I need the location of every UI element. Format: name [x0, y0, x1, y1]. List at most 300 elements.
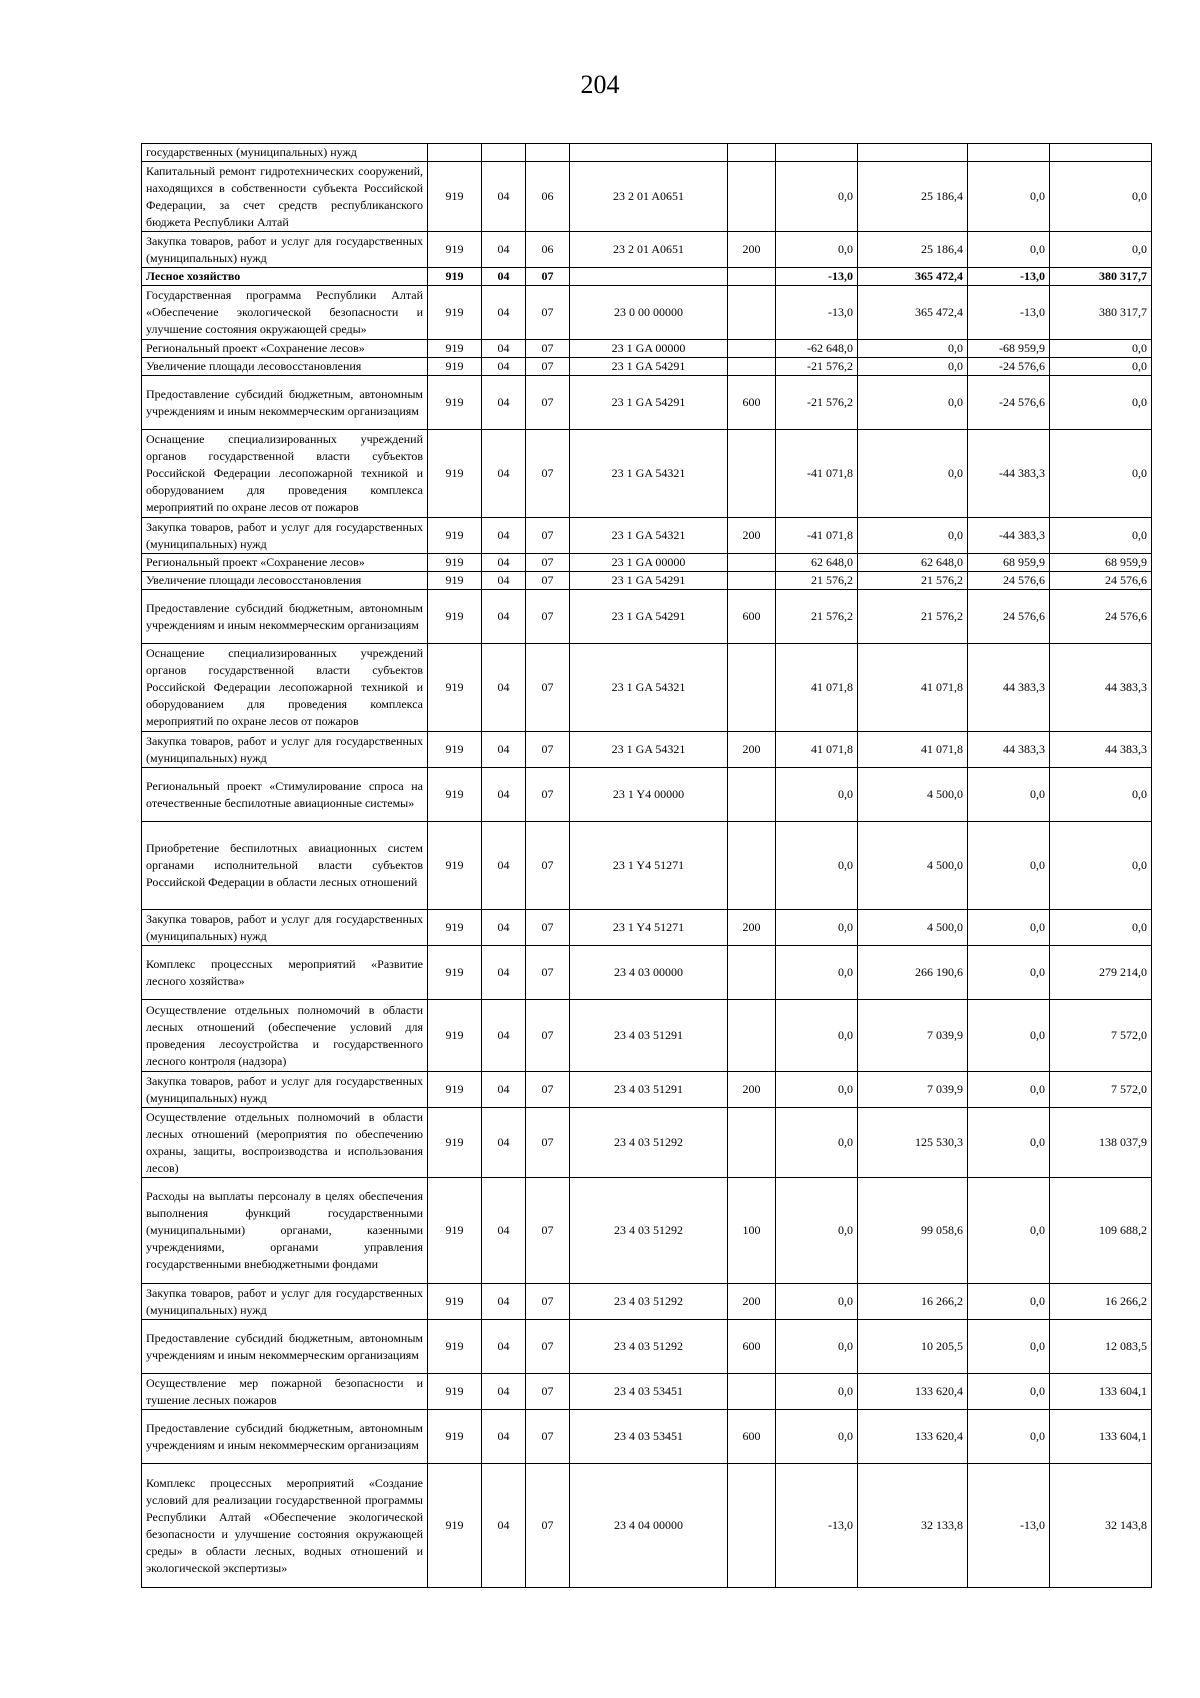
table-row: [142, 144, 1152, 162]
vr-code: [728, 946, 776, 1000]
value-1: -41 071,8: [776, 430, 858, 518]
rz-code: 04: [482, 1000, 526, 1072]
gr-code: 919: [428, 1320, 482, 1374]
csr-code: 23 4 03 53451: [570, 1374, 728, 1410]
row-name: Региональный проект «Стимулирование спроса на отечественные беспилотные авиационные системы»: [142, 768, 428, 822]
csr-code: 23 1 GA 54291: [570, 572, 728, 590]
value-3: -13,0: [968, 286, 1050, 340]
rz-code: 04: [482, 1464, 526, 1588]
value-3: 0,0: [968, 1000, 1050, 1072]
value-3: 0,0: [968, 1284, 1050, 1320]
value-2: 16 266,2: [858, 1284, 968, 1320]
gr-code: 919: [428, 946, 482, 1000]
value-1: 0,0: [776, 910, 858, 946]
gr-code: 919: [428, 268, 482, 286]
value-4: 12 083,5: [1050, 1320, 1152, 1374]
gr-code: 919: [428, 162, 482, 232]
rz-code: 04: [482, 340, 526, 358]
value-3: -68 959,9: [968, 340, 1050, 358]
value-3: 0,0: [968, 162, 1050, 232]
value-3: 0,0: [968, 910, 1050, 946]
table-row: [142, 732, 1152, 768]
value-3: 44 383,3: [968, 732, 1050, 768]
table-row: [142, 1284, 1152, 1320]
csr-code: 23 1 GA 00000: [570, 554, 728, 572]
gr-code: 919: [428, 518, 482, 554]
pr-code: 07: [526, 1374, 570, 1410]
gr-code: 919: [428, 644, 482, 732]
value-1: 0,0: [776, 1410, 858, 1464]
vr-code: 200: [728, 910, 776, 946]
value-2: 41 071,8: [858, 644, 968, 732]
gr-code: 919: [428, 590, 482, 644]
value-2: 4 500,0: [858, 822, 968, 910]
csr-code: 23 1 Y4 00000: [570, 768, 728, 822]
value-1: 0,0: [776, 162, 858, 232]
value-3: -24 576,6: [968, 376, 1050, 430]
row-name: Закупка товаров, работ и услуг для государственных (муниципальных) нужд: [142, 232, 428, 268]
vr-code: [728, 286, 776, 340]
pr-code: 07: [526, 518, 570, 554]
row-name: государственных (муниципальных) нужд: [142, 144, 428, 162]
value-2: 0,0: [858, 340, 968, 358]
value-4: 32 143,8: [1050, 1464, 1152, 1588]
table-row: [142, 554, 1152, 572]
csr-code: 23 1 Y4 51271: [570, 910, 728, 946]
csr-code: 23 1 GA 54291: [570, 358, 728, 376]
value-1: -13,0: [776, 286, 858, 340]
table-row: [142, 946, 1152, 1000]
value-2: 0,0: [858, 358, 968, 376]
row-name: Осуществление отдельных полномочий в области лесных отношений (мероприятия по обеспечению охраны, защиты, воспроизводства и использования лесов): [142, 1108, 428, 1178]
rz-code: 04: [482, 1410, 526, 1464]
table-row: [142, 768, 1152, 822]
gr-code: 919: [428, 376, 482, 430]
value-2: 21 576,2: [858, 572, 968, 590]
gr-code: 919: [428, 1464, 482, 1588]
value-4: 380 317,7: [1050, 268, 1152, 286]
value-3: 0,0: [968, 232, 1050, 268]
pr-code: 07: [526, 376, 570, 430]
vr-code: 600: [728, 1320, 776, 1374]
pr-code: 07: [526, 1320, 570, 1374]
pr-code: 07: [526, 768, 570, 822]
row-name: Государственная программа Республики Алтай «Обеспечение экологической безопасности и улучшение состояния окружающей среды»: [142, 286, 428, 340]
value-4: 0,0: [1050, 768, 1152, 822]
value-2: 133 620,4: [858, 1374, 968, 1410]
gr-code: 919: [428, 1108, 482, 1178]
value-3: 24 576,6: [968, 590, 1050, 644]
rz-code: 04: [482, 1108, 526, 1178]
csr-code: 23 4 03 51291: [570, 1000, 728, 1072]
value-2: 7 039,9: [858, 1072, 968, 1108]
pr-code: 07: [526, 946, 570, 1000]
value-1: -21 576,2: [776, 358, 858, 376]
csr-code: 23 4 03 51292: [570, 1178, 728, 1284]
table-row: [142, 1108, 1152, 1178]
gr-code: 919: [428, 286, 482, 340]
gr-code: 919: [428, 358, 482, 376]
value-1: 41 071,8: [776, 732, 858, 768]
table-row: [142, 340, 1152, 358]
value-2: 0,0: [858, 376, 968, 430]
vr-code: [728, 822, 776, 910]
pr-code: 07: [526, 1464, 570, 1588]
value-1: 62 648,0: [776, 554, 858, 572]
gr-code: 919: [428, 822, 482, 910]
value-4: 44 383,3: [1050, 644, 1152, 732]
csr-code: 23 4 03 00000: [570, 946, 728, 1000]
csr-code: 23 1 GA 54321: [570, 644, 728, 732]
value-1: 0,0: [776, 1320, 858, 1374]
value-1: 41 071,8: [776, 644, 858, 732]
row-name: Предоставление субсидий бюджетным, автономным учреждениям и иным некоммерческим организациям: [142, 1320, 428, 1374]
value-1: 21 576,2: [776, 590, 858, 644]
value-3: -13,0: [968, 1464, 1050, 1588]
table-row: [142, 358, 1152, 376]
table-row: [142, 286, 1152, 340]
csr-code: 23 1 GA 54291: [570, 590, 728, 644]
rz-code: 04: [482, 376, 526, 430]
value-2: 32 133,8: [858, 1464, 968, 1588]
value-1: -21 576,2: [776, 376, 858, 430]
row-name: Закупка товаров, работ и услуг для государственных (муниципальных) нужд: [142, 1284, 428, 1320]
rz-code: 04: [482, 590, 526, 644]
pr-code: 07: [526, 430, 570, 518]
gr-code: 919: [428, 1410, 482, 1464]
table-row: [142, 910, 1152, 946]
pr-code: 07: [526, 268, 570, 286]
row-name: Региональный проект «Сохранение лесов»: [142, 340, 428, 358]
gr-code: 919: [428, 768, 482, 822]
pr-code: 07: [526, 644, 570, 732]
value-1: -13,0: [776, 268, 858, 286]
table-row: [142, 376, 1152, 430]
table-row: [142, 590, 1152, 644]
table-row: [142, 1000, 1152, 1072]
gr-code: 919: [428, 340, 482, 358]
vr-code: [728, 1108, 776, 1178]
rz-code: 04: [482, 946, 526, 1000]
pr-code: 07: [526, 358, 570, 376]
row-name: Увеличение площади лесовосстановления: [142, 572, 428, 590]
pr-code: 06: [526, 162, 570, 232]
gr-code: [428, 144, 482, 162]
row-name: Комплекс процессных мероприятий «Развитие лесного хозяйства»: [142, 946, 428, 1000]
value-3: 0,0: [968, 1374, 1050, 1410]
row-name: Предоставление субсидий бюджетным, автономным учреждениям и иным некоммерческим организациям: [142, 376, 428, 430]
row-name: Региональный проект «Сохранение лесов»: [142, 554, 428, 572]
rz-code: 04: [482, 268, 526, 286]
value-1: 0,0: [776, 1284, 858, 1320]
vr-code: [728, 162, 776, 232]
csr-code: 23 4 03 51292: [570, 1284, 728, 1320]
pr-code: [526, 144, 570, 162]
row-name: Осуществление отдельных полномочий в области лесных отношений (обеспечение условий для проведения лесоустройства и государственного лесного контроля (надзора): [142, 1000, 428, 1072]
rz-code: 04: [482, 232, 526, 268]
vr-code: [728, 554, 776, 572]
value-1: 0,0: [776, 232, 858, 268]
value-2: 125 530,3: [858, 1108, 968, 1178]
row-name: Закупка товаров, работ и услуг для государственных (муниципальных) нужд: [142, 910, 428, 946]
value-4: 0,0: [1050, 910, 1152, 946]
value-1: 0,0: [776, 1108, 858, 1178]
value-2: 365 472,4: [858, 268, 968, 286]
value-1: [776, 144, 858, 162]
value-4: 138 037,9: [1050, 1108, 1152, 1178]
rz-code: 04: [482, 910, 526, 946]
rz-code: 04: [482, 1284, 526, 1320]
csr-code: 23 1 GA 54321: [570, 732, 728, 768]
value-4: 0,0: [1050, 358, 1152, 376]
vr-code: 600: [728, 1410, 776, 1464]
value-2: 99 058,6: [858, 1178, 968, 1284]
table-row: [142, 518, 1152, 554]
value-3: 0,0: [968, 1072, 1050, 1108]
csr-code: 23 0 00 00000: [570, 286, 728, 340]
value-4: 68 959,9: [1050, 554, 1152, 572]
row-name: Закупка товаров, работ и услуг для государственных (муниципальных) нужд: [142, 732, 428, 768]
pr-code: 07: [526, 590, 570, 644]
csr-code: 23 1 GA 54321: [570, 430, 728, 518]
table-row: [142, 430, 1152, 518]
value-1: 0,0: [776, 1072, 858, 1108]
value-4: 0,0: [1050, 822, 1152, 910]
vr-code: 200: [728, 518, 776, 554]
value-3: 44 383,3: [968, 644, 1050, 732]
vr-code: [728, 768, 776, 822]
rz-code: 04: [482, 358, 526, 376]
value-2: 266 190,6: [858, 946, 968, 1000]
value-4: 133 604,1: [1050, 1374, 1152, 1410]
vr-code: 200: [728, 232, 776, 268]
pr-code: 07: [526, 1178, 570, 1284]
rz-code: 04: [482, 1178, 526, 1284]
csr-code: 23 1 GA 00000: [570, 340, 728, 358]
gr-code: 919: [428, 430, 482, 518]
table-row: [142, 1374, 1152, 1410]
pr-code: 07: [526, 1410, 570, 1464]
value-4: 24 576,6: [1050, 572, 1152, 590]
value-1: 0,0: [776, 1178, 858, 1284]
value-2: [858, 144, 968, 162]
value-4: 133 604,1: [1050, 1410, 1152, 1464]
value-4: 380 317,7: [1050, 286, 1152, 340]
gr-code: 919: [428, 1374, 482, 1410]
row-name: Оснащение специализированных учреждений органов государственной власти субъектов Российской Федерации лесопожарной техникой и оборудованием для проведения комплекса мероприятий по охране лесов от пожаров: [142, 430, 428, 518]
value-2: 0,0: [858, 430, 968, 518]
rz-code: 04: [482, 644, 526, 732]
value-1: 0,0: [776, 822, 858, 910]
value-4: 7 572,0: [1050, 1072, 1152, 1108]
value-4: 0,0: [1050, 518, 1152, 554]
value-3: 68 959,9: [968, 554, 1050, 572]
value-1: 21 576,2: [776, 572, 858, 590]
rz-code: [482, 144, 526, 162]
csr-code: 23 1 Y4 51271: [570, 822, 728, 910]
pr-code: 07: [526, 732, 570, 768]
table-row: [142, 1410, 1152, 1464]
value-4: 0,0: [1050, 232, 1152, 268]
pr-code: 07: [526, 1000, 570, 1072]
rz-code: 04: [482, 1072, 526, 1108]
value-2: 21 576,2: [858, 590, 968, 644]
rz-code: 04: [482, 518, 526, 554]
value-3: 0,0: [968, 1320, 1050, 1374]
pr-code: 07: [526, 554, 570, 572]
pr-code: 07: [526, 1284, 570, 1320]
vr-code: 100: [728, 1178, 776, 1284]
value-2: 4 500,0: [858, 910, 968, 946]
value-3: -44 383,3: [968, 430, 1050, 518]
value-2: 25 186,4: [858, 232, 968, 268]
gr-code: 919: [428, 1000, 482, 1072]
rz-code: 04: [482, 768, 526, 822]
rz-code: 04: [482, 572, 526, 590]
gr-code: 919: [428, 1284, 482, 1320]
value-1: 0,0: [776, 1374, 858, 1410]
value-3: 0,0: [968, 1178, 1050, 1284]
table-row: [142, 572, 1152, 590]
value-2: 41 071,8: [858, 732, 968, 768]
table-body: [142, 144, 1152, 1588]
row-name: Предоставление субсидий бюджетным, автономным учреждениям и иным некоммерческим организациям: [142, 1410, 428, 1464]
vr-code: [728, 644, 776, 732]
gr-code: 919: [428, 1072, 482, 1108]
gr-code: 919: [428, 910, 482, 946]
csr-code: 23 4 03 53451: [570, 1410, 728, 1464]
vr-code: 600: [728, 376, 776, 430]
value-1: 0,0: [776, 946, 858, 1000]
pr-code: 07: [526, 340, 570, 358]
csr-code: [570, 144, 728, 162]
value-3: -13,0: [968, 268, 1050, 286]
value-2: 7 039,9: [858, 1000, 968, 1072]
row-name: Предоставление субсидий бюджетным, автономным учреждениям и иным некоммерческим организациям: [142, 590, 428, 644]
value-3: 0,0: [968, 1410, 1050, 1464]
csr-code: 23 1 GA 54291: [570, 376, 728, 430]
rz-code: 04: [482, 822, 526, 910]
csr-code: [570, 268, 728, 286]
vr-code: [728, 1000, 776, 1072]
rz-code: 04: [482, 554, 526, 572]
page-number: 204: [580, 70, 620, 99]
value-2: 25 186,4: [858, 162, 968, 232]
vr-code: [728, 358, 776, 376]
csr-code: 23 4 03 51291: [570, 1072, 728, 1108]
value-3: 24 576,6: [968, 572, 1050, 590]
vr-code: [728, 1464, 776, 1588]
value-3: 0,0: [968, 768, 1050, 822]
row-name: Закупка товаров, работ и услуг для государственных (муниципальных) нужд: [142, 518, 428, 554]
value-2: 0,0: [858, 518, 968, 554]
value-4: [1050, 144, 1152, 162]
table-row: [142, 644, 1152, 732]
value-2: 62 648,0: [858, 554, 968, 572]
value-4: 0,0: [1050, 376, 1152, 430]
value-4: 0,0: [1050, 340, 1152, 358]
gr-code: 919: [428, 232, 482, 268]
value-3: -24 576,6: [968, 358, 1050, 376]
pr-code: 07: [526, 1072, 570, 1108]
pr-code: 07: [526, 1108, 570, 1178]
table-row: [142, 162, 1152, 232]
vr-code: 200: [728, 1072, 776, 1108]
csr-code: 23 4 04 00000: [570, 1464, 728, 1588]
value-1: -62 648,0: [776, 340, 858, 358]
table-row: [142, 822, 1152, 910]
rz-code: 04: [482, 430, 526, 518]
pr-code: 06: [526, 232, 570, 268]
value-4: 16 266,2: [1050, 1284, 1152, 1320]
value-4: 279 214,0: [1050, 946, 1152, 1000]
gr-code: 919: [428, 1178, 482, 1284]
rz-code: 04: [482, 732, 526, 768]
value-4: 0,0: [1050, 430, 1152, 518]
csr-code: 23 2 01 A0651: [570, 162, 728, 232]
value-2: 133 620,4: [858, 1410, 968, 1464]
rz-code: 04: [482, 1320, 526, 1374]
gr-code: 919: [428, 554, 482, 572]
pr-code: 07: [526, 286, 570, 340]
table-row: [142, 1320, 1152, 1374]
row-name: Комплекс процессных мероприятий «Создание условий для реализации государственной программы Республики Алтай «Обеспечение экологической безопасности и улучшение состояния окружающей среды» в области лесных, водных отношений и экологической экспертизы»: [142, 1464, 428, 1588]
table-row: [142, 268, 1152, 286]
pr-code: 07: [526, 822, 570, 910]
row-name: Осуществление мер пожарной безопасности и тушение лесных пожаров: [142, 1374, 428, 1410]
csr-code: 23 4 03 51292: [570, 1320, 728, 1374]
row-name: Закупка товаров, работ и услуг для государственных (муниципальных) нужд: [142, 1072, 428, 1108]
value-3: 0,0: [968, 946, 1050, 1000]
rz-code: 04: [482, 1374, 526, 1410]
value-4: 0,0: [1050, 162, 1152, 232]
vr-code: 200: [728, 1284, 776, 1320]
value-4: 44 383,3: [1050, 732, 1152, 768]
value-3: -44 383,3: [968, 518, 1050, 554]
vr-code: 200: [728, 732, 776, 768]
row-name: Увеличение площади лесовосстановления: [142, 358, 428, 376]
table-row: [142, 232, 1152, 268]
row-name: Капитальный ремонт гидротехнических сооружений, находящихся в собственности субъекта Российской Федерации, за счет средств республиканского бюджета Республики Алтай: [142, 162, 428, 232]
budget-table: [141, 143, 1152, 1588]
value-2: 365 472,4: [858, 286, 968, 340]
row-name: Приобретение беспилотных авиационных систем органами исполнительной власти субъектов Российской Федерации в области лесных отношений: [142, 822, 428, 910]
csr-code: 23 1 GA 54321: [570, 518, 728, 554]
value-4: 7 572,0: [1050, 1000, 1152, 1072]
value-2: 4 500,0: [858, 768, 968, 822]
vr-code: [728, 144, 776, 162]
pr-code: 07: [526, 910, 570, 946]
row-name: Оснащение специализированных учреждений органов государственной власти субъектов Российской Федерации лесопожарной техникой и оборудованием для проведения комплекса мероприятий по охране лесов от пожаров: [142, 644, 428, 732]
value-2: 10 205,5: [858, 1320, 968, 1374]
vr-code: [728, 572, 776, 590]
value-3: 0,0: [968, 822, 1050, 910]
gr-code: 919: [428, 732, 482, 768]
table-row: [142, 1072, 1152, 1108]
value-4: 109 688,2: [1050, 1178, 1152, 1284]
value-1: 0,0: [776, 768, 858, 822]
pr-code: 07: [526, 572, 570, 590]
table-row: [142, 1178, 1152, 1284]
csr-code: 23 2 01 A0651: [570, 232, 728, 268]
vr-code: [728, 268, 776, 286]
value-4: 24 576,6: [1050, 590, 1152, 644]
csr-code: 23 4 03 51292: [570, 1108, 728, 1178]
row-name: Расходы на выплаты персоналу в целях обеспечения выполнения функций государственными (муниципальными) органами, казенными учреждениями, органами управления государственными внебюджетными фондами: [142, 1178, 428, 1284]
table-row: [142, 1464, 1152, 1588]
value-1: 0,0: [776, 1000, 858, 1072]
vr-code: [728, 340, 776, 358]
